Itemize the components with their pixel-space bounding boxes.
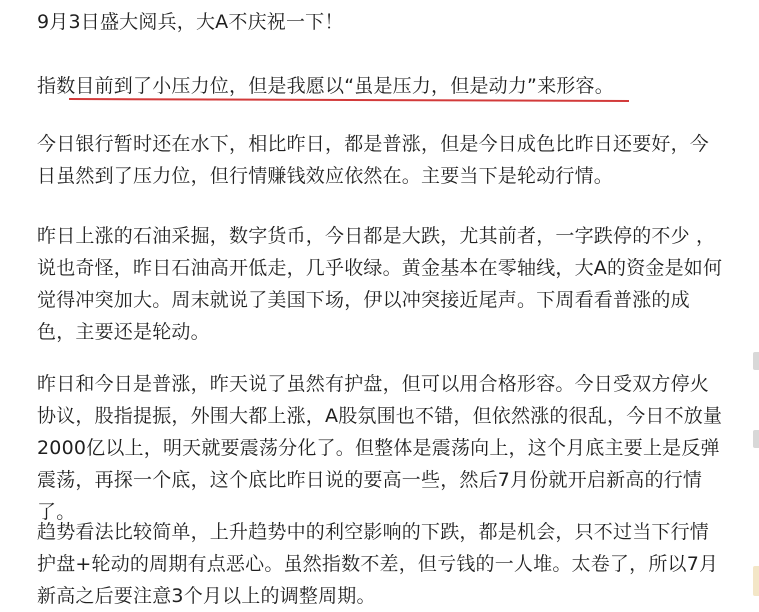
paragraph-3: 今日银行暂时还在水下，相比昨日，都是普涨，但是今日成色比昨日还要好，今日虽然到了压力位，但行情赚钱效应依然在。主要当下是轮动行情。 [37,133,710,187]
paragraph-2: 指数目前到了小压力位，但是我愿以“虽是压力，但是动力”来形容。 [37,75,614,97]
side-toolbar-edge[interactable] [753,352,759,370]
paragraph-1: 9月3日盛大阅兵，大A不庆祝一下！ [37,11,344,33]
side-widget-edge[interactable] [753,566,759,596]
paragraph-5: 昨日和今日是普涨，昨天说了虽然有护盘，但可以用合格形容。今日受双方停火协议，股指提振，外围大都上涨，A股氛围也不错，但依然涨的很乱，今日不放量2000亿以上，明天就要震荡分化了。但整体是震荡向上，这个月底主要上是反弹震荡，再探一个底，这个底比昨日说的要高一些，然后7月份就开启新高的行情了。 [37,373,723,523]
paragraph-6: 趋势看法比较简单，上升趋势中的利空影响的下跌，都是机会，只不过当下行情护盘+轮动的周期有点恶心。虽然指数不差，但亏钱的一人堆。太卷了，所以7月新高之后要注意3个月以上的调整周期。 [37,521,719,607]
paragraph-4: 昨日上涨的石油采掘，数字货币，今日都是大跌，尤其前者，一字跌停的不少 ，说也奇怪，昨日石油高开低走，几乎收绿。黄金基本在零轴线，大A的资金是如何觉得冲突加大。周末就说了美国下场，伊以冲突接近尾声。下周看看普涨的成色，主要还是轮动。 [37,225,723,343]
side-toolbar-edge[interactable] [753,430,759,448]
